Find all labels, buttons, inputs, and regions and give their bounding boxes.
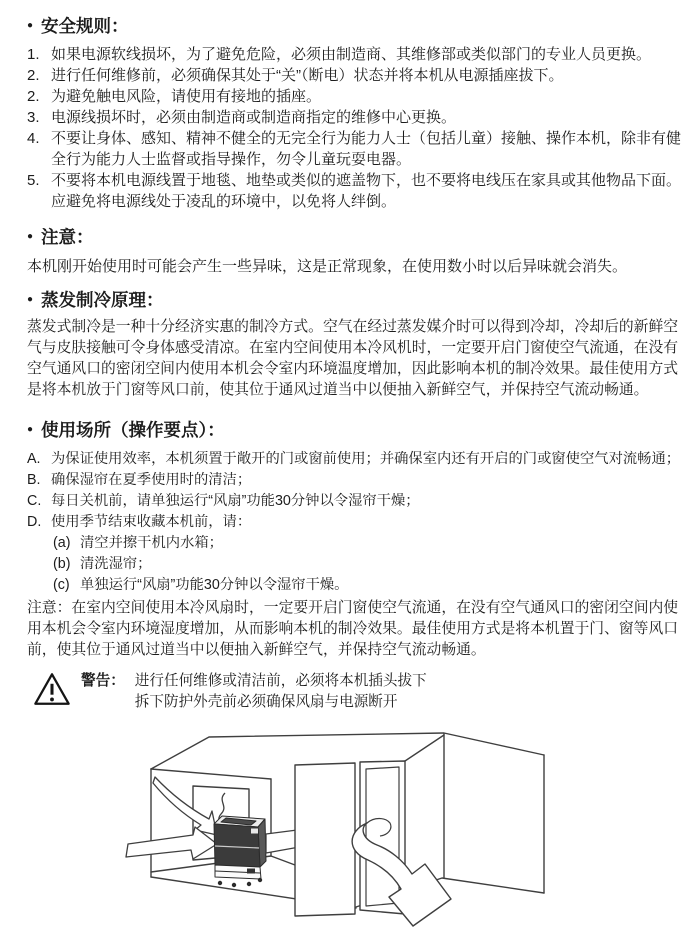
list-item — [27, 491, 686, 512]
principle-paragraph: 蒸发式制冷是一种十分经济实惠的制冷方式。空气在经过蒸发媒介时可以得到冷却，冷却后的新鲜空气与皮肤接触可令身体感受清凉。在室内空间使用本冷风机时，一定要开启门窗使空气流通，在没有空气通风口的密闭空间内使用本机会令室内环境温度增加，因此影响本机的制冷效果。最佳使用方式是将本机放于门窗等风口前，使其位于通风过道当中以便抽入新鲜空气，并保持空气流动畅通。 — [27, 319, 679, 398]
warning-line-1: 进行任何维修或清洁前，必须将本机插头拔下 — [134, 673, 427, 689]
item-text: 清洗湿帘； — [80, 556, 152, 572]
warning-block — [33, 669, 686, 713]
warning-line-2: 拆下防护外壳前必须确保风扇与电源断开 — [134, 693, 398, 710]
item-number: (b) — [53, 556, 71, 572]
usage-note-paragraph — [27, 598, 686, 661]
item-text: 单独运行“风扇”功能30分钟以令湿帘干燥。 — [80, 577, 349, 593]
item-text: 为避免触电风险，请使用有接地的插座。 — [51, 88, 322, 105]
airflow-diagram-container — [113, 717, 583, 945]
item-number: 1. — [27, 46, 40, 63]
section-heading-notice — [27, 225, 686, 249]
item-number: C. — [27, 493, 42, 509]
item-number: (a) — [53, 535, 71, 551]
item-number: 2. — [27, 88, 40, 105]
list-subitem — [27, 575, 686, 596]
item-number: 2. — [27, 67, 40, 84]
item-number: 5. — [27, 172, 40, 189]
warning-label: 警告： — [81, 673, 125, 689]
heading-text: 注意： — [41, 227, 94, 247]
item-number: (c) — [53, 577, 70, 593]
list-item — [27, 449, 686, 470]
list-item — [27, 107, 686, 128]
list-subitem — [27, 533, 686, 554]
item-text: 为保证使用效率，本机须置于敞开的门或窗前使用；并确保室内还有开启的门或窗使空气对流畅通； — [51, 451, 681, 467]
safety-rules-list — [27, 44, 686, 212]
list-item — [27, 65, 686, 86]
list-item — [27, 170, 686, 212]
item-text: 使用季节结束收藏本机前，请： — [51, 514, 252, 530]
item-text: 不要让身体、感知、精神不健全的无完全行为能力人士（包括儿童）接触、操作本机，除非有健全行为能力人士监督或指导操作，勿令儿童玩耍电器。 — [51, 130, 682, 168]
item-text: 电源线损坏时，必须由制造商或制造商指定的维修中心更换。 — [51, 109, 457, 126]
bullet-icon: ● — [27, 294, 34, 305]
section-heading-usage — [27, 418, 686, 442]
item-text: 如果电源软线损坏，为了避免危险，必须由制造商、其维修部或类似部门的专业人员更换。 — [51, 46, 652, 63]
warning-triangle-icon — [33, 671, 71, 707]
list-item — [27, 128, 686, 170]
note-text: 在室内空间使用本冷风扇时，一定要开启门窗使空气流通，在没有空气通风口的密闭空间内使用本机会令室内环境湿度增加，从而影响本机的制冷效果。最佳使用方式是将本机置于门、窗等风口前，使其位于通风过道当中以便抽入新鲜空气，并保持空气流动畅通。 — [27, 600, 679, 658]
item-text: 清空并擦干机内水箱； — [80, 535, 223, 551]
airflow-room-diagram — [113, 717, 583, 945]
heading-text: 蒸发制冷原理： — [41, 290, 164, 310]
bullet-icon: ● — [27, 424, 34, 435]
bullet-icon: ● — [27, 20, 34, 31]
item-number: A. — [27, 451, 41, 467]
list-item — [27, 44, 686, 65]
usage-points-list — [27, 449, 686, 596]
item-text: 不要将本机电源线置于地毯、地垫或类似的遮盖物下，也不要将电线压在家具或其他物品下面。应避免将电源线处于凌乱的环境中，以免将人绊倒。 — [51, 172, 682, 210]
evaporative-cooler-unit — [214, 816, 266, 887]
item-number: D. — [27, 514, 42, 530]
warning-text — [135, 669, 427, 713]
item-text: 每日关机前，请单独运行“风扇”功能30分钟以令湿帘干燥； — [51, 493, 420, 509]
partition-panel — [295, 763, 355, 916]
section-heading-principle — [27, 288, 686, 312]
item-number: B. — [27, 472, 41, 488]
item-text: 确保湿帘在夏季使用时的清洁； — [51, 472, 252, 488]
list-item — [27, 512, 686, 533]
list-subitem — [27, 554, 686, 575]
item-text: 进行任何维修前，必须确保其处于“关”（断电）状态并将本机从电源插座拔下。 — [51, 67, 564, 84]
note-label: 注意： — [27, 600, 72, 616]
heading-text: 安全规则： — [41, 16, 129, 36]
bullet-icon: ● — [27, 231, 34, 242]
list-item — [27, 86, 686, 107]
section-heading-safety — [27, 14, 686, 38]
item-number: 3. — [27, 109, 40, 126]
item-number: 4. — [27, 130, 40, 147]
heading-text: 使用场所（操作要点）： — [41, 420, 225, 440]
notice-paragraph: 本机刚开始使用时可能会产生一些异味，这是正常现象，在使用数小时以后异味就会消失。 — [27, 258, 628, 275]
list-item — [27, 470, 686, 491]
